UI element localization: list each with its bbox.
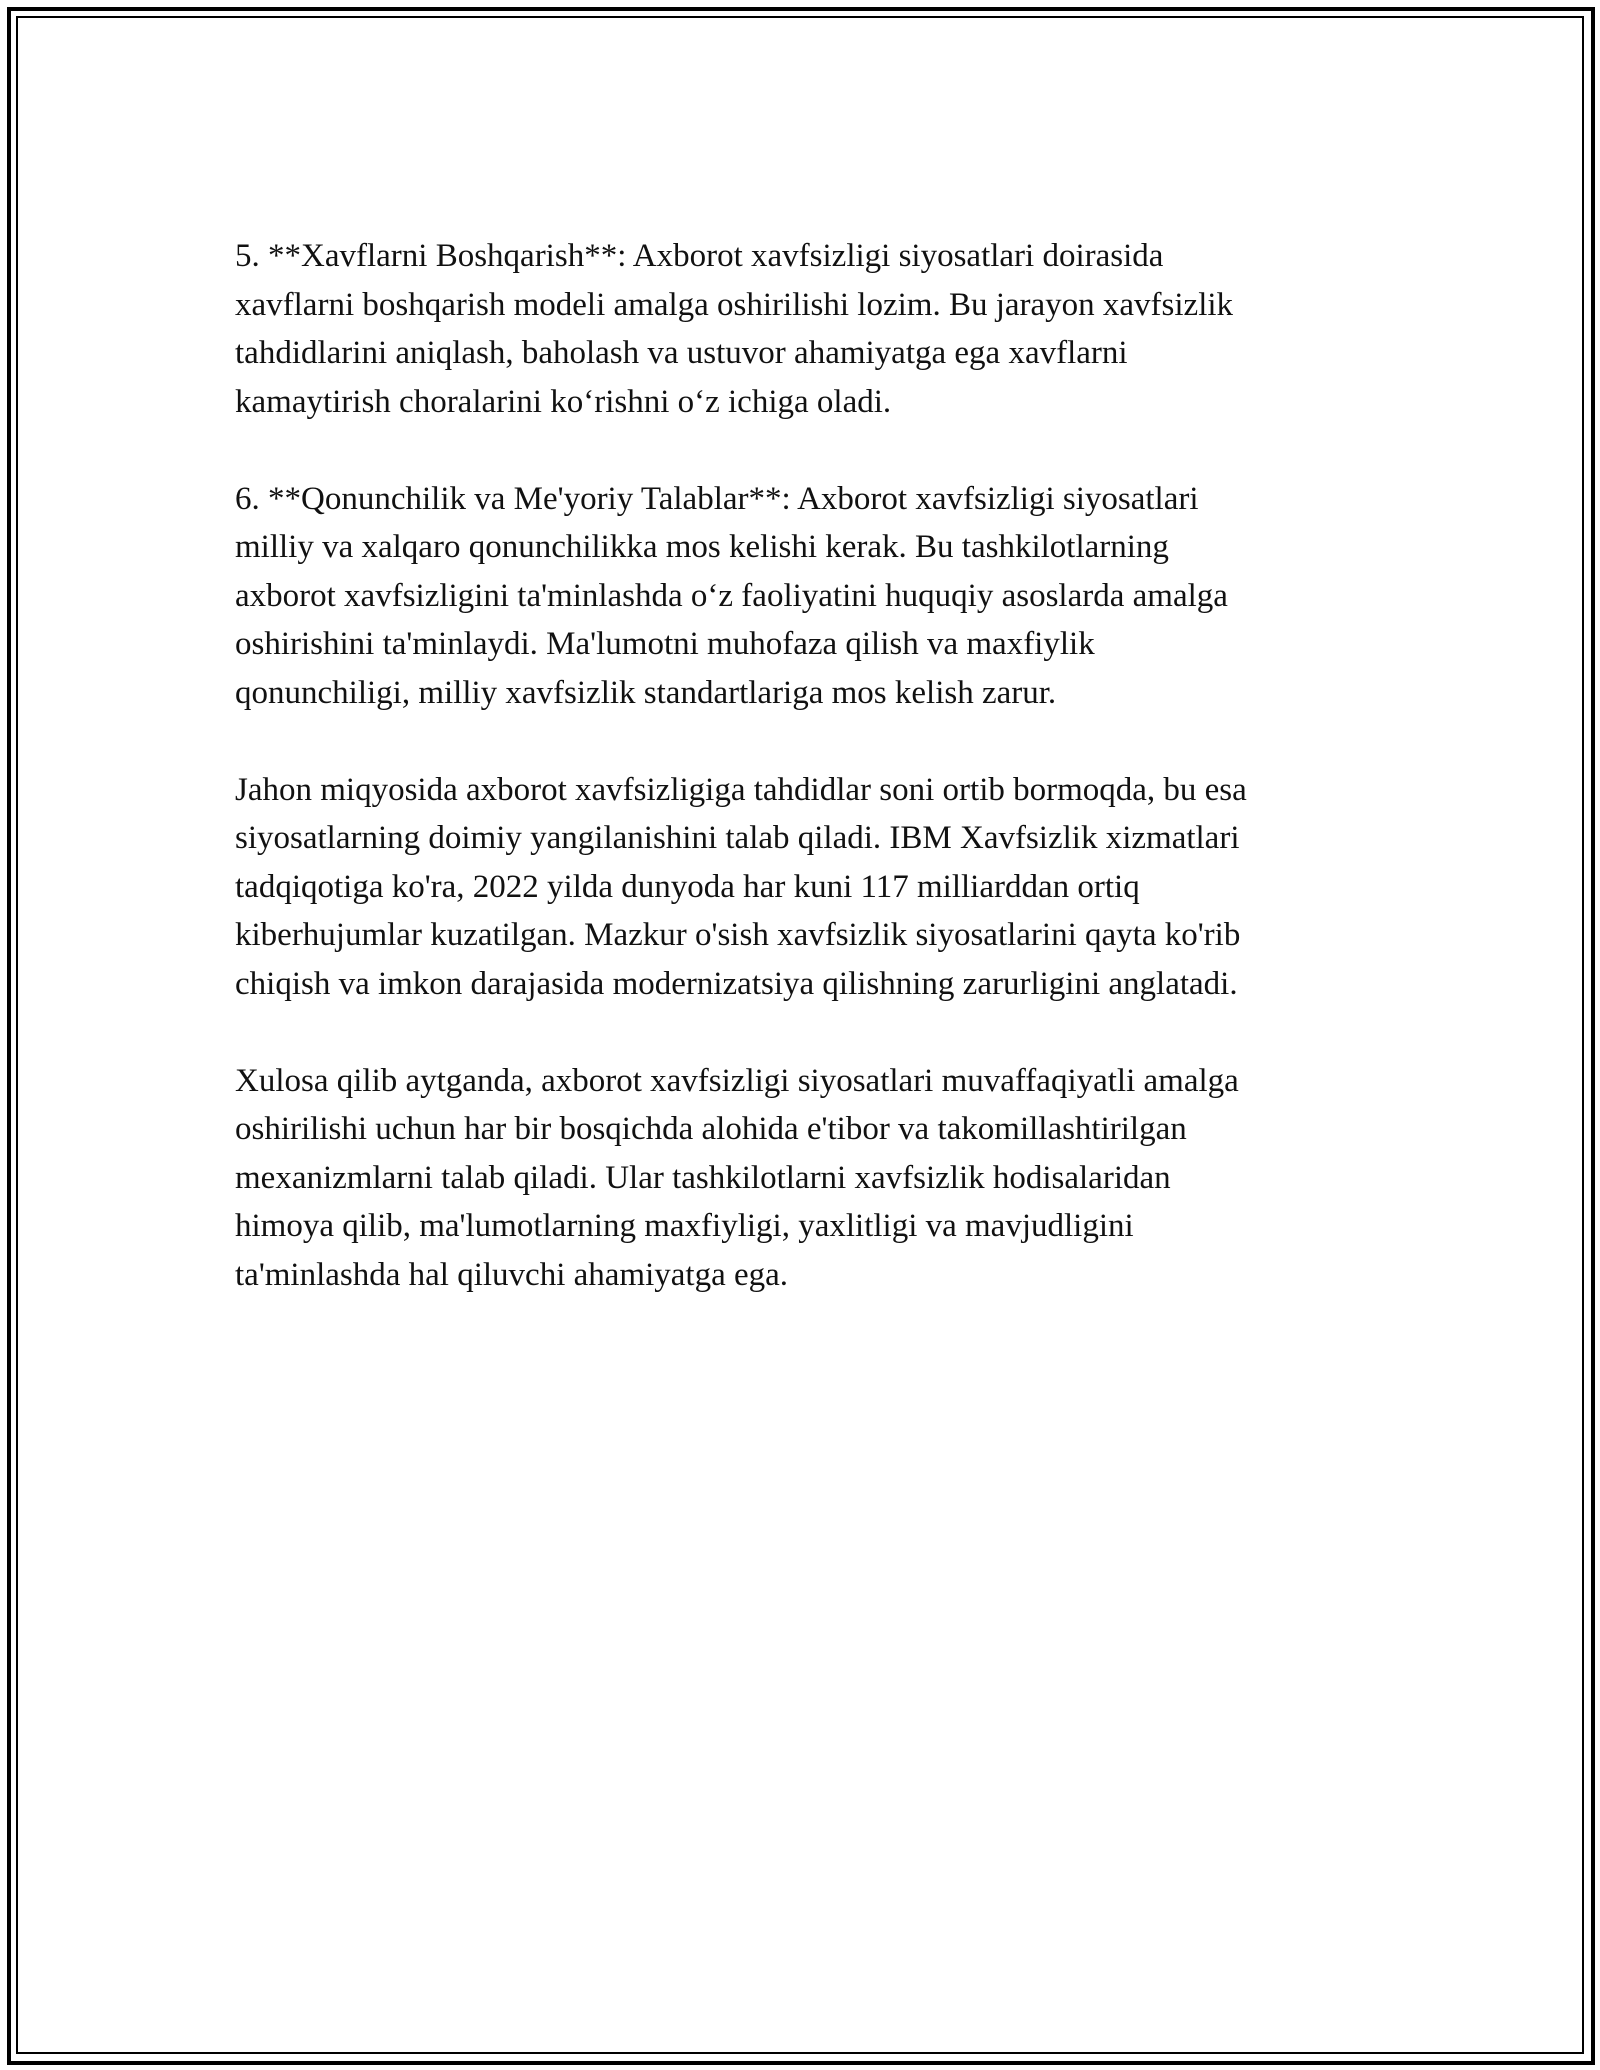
paragraph-global-threats: Jahon miqyosida axborot xavfsizligiga tahdidlar soni ortib bormoqda, bu esa siyosatlarning doimiy yangilanishini talab qiladi. IBM Xavfsizlik xizmatlari tadqiqotiga ko'ra, 2022 yilda dunyoda har kuni 117 milliarddan ortiq kiberhujumlar kuzatilgan. Mazkur o'sish xavfsizlik siyosatlarini qayta ko'rib chiqish va imkon darajasida modernizatsiya qilishning zarurligini anglatadi.: [235, 771, 1247, 1002]
paragraph-legal-requirements: 6. **Qonunchilik va Me'yoriy Talablar**: Axborot xavfsizligi siyosatlari milliy va xalqaro qonunchilikka mos kelishi kerak. Bu tashkilotlarning axborot xavfsizligini ta'minlashda o‘z faoliyatini huquqiy asoslarda amalga oshirishini ta'minlaydi. Ma'lumotni muhofaza qilish va maxfiylik qonunchiligi, milliy xavfsizlik standartlariga mos kelish zarur.: [235, 480, 1228, 711]
paragraph-risk-management: 5. **Xavflarni Boshqarish**: Axborot xavfsizligi siyosatlari doirasida xavflarni boshqarish modeli amalga oshirilishi lozim. Bu jarayon xavfsizlik tahdidlarini aniqlash, baholash va ustuvor ahamiyatga ega xavflarni kamaytirish choralarini ko‘rishni o‘z ichiga oladi.: [235, 238, 1234, 420]
paragraph-conclusion: Xulosa qilib aytganda, axborot xavfsizligi siyosatlari muvaffaqiyatli amalga oshirilishi uchun har bir bosqichda alohida e'tibor va takomillashtirilgan mexanizmlarni talab qiladi. Ular tashkilotlarni xavfsizlik hodisalaridan himoya qilib, ma'lumotlarning maxfiyligi, yaxlitligi va mavjudligini ta'minlashda hal qiluvchi ahamiyatga ega.: [235, 1062, 1239, 1293]
document-body: [235, 232, 1375, 1348]
